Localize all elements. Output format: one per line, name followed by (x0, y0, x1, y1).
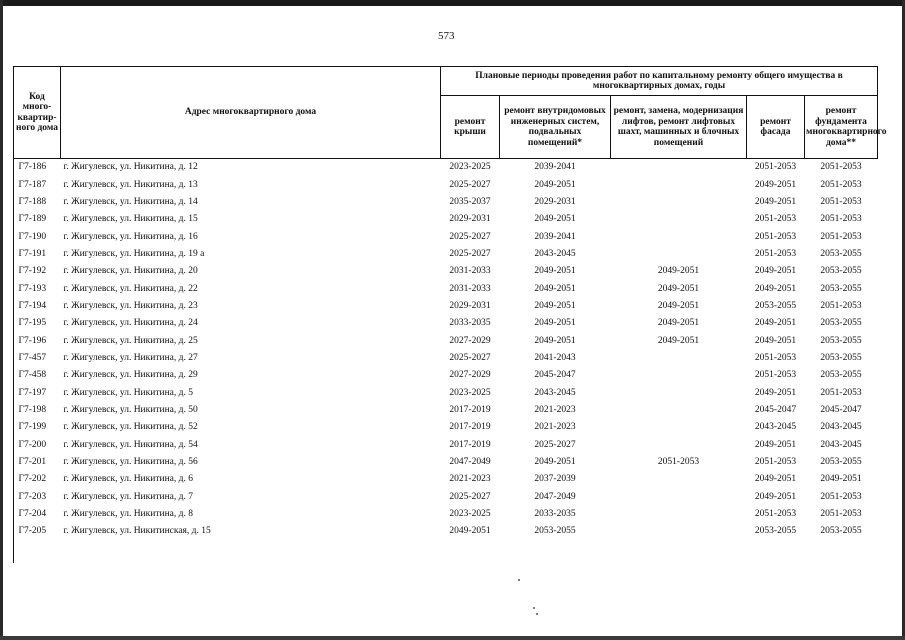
cell-foundation: 2051-2053 (820, 196, 862, 207)
cell-code: Г7-186 (14, 159, 61, 177)
cell-address: г. Жигулевск, ул. Никитина, д. 52 (63, 422, 198, 433)
cell-address: г. Жигулевск, ул. Никитина, д. 8 (63, 509, 193, 520)
cell-address: г. Жигулевск, ул. Никитина, д. 12 (61, 159, 441, 177)
cell-facade: 2049-2051 (754, 179, 797, 190)
cell-foundation: 2053-2055 (820, 352, 862, 363)
cell-elevators (611, 489, 747, 506)
cell-foundation: 2051-2053 (820, 231, 862, 242)
cell-foundation: 2045-2047 (820, 404, 862, 415)
cell-facade: 2051-2053 (754, 214, 797, 225)
cell-facade: 2043-2045 (754, 422, 797, 433)
cell-address: г. Жигулевск, ул. Никитина, д. 25 (63, 335, 198, 346)
cell-address: г. Жигулевск, ул. Никитина, д. 27 (63, 352, 198, 363)
cell-systems: 2037-2039 (534, 474, 576, 485)
table-row (14, 402, 878, 419)
cell-elevators (611, 176, 747, 193)
page-number: 573 (438, 30, 455, 42)
header-facade: ремонт фасада (747, 96, 805, 159)
cell-roof: 2027-2029 (449, 335, 491, 346)
cell-roof: 2029-2031 (449, 300, 491, 311)
cell-systems: 2049-2051 (534, 335, 576, 346)
cell-facade: 2049-2051 (754, 283, 797, 294)
table-row (14, 280, 878, 297)
table-row (14, 332, 878, 349)
scan-border-bottom (0, 636, 905, 640)
cell-roof: 2025-2027 (449, 231, 491, 242)
cell-roof: 2017-2019 (449, 404, 491, 415)
cell-facade: 2051-2053 (747, 159, 805, 177)
cell-facade: 2049-2051 (754, 439, 797, 450)
cell-facade: 2045-2047 (754, 404, 797, 415)
cell-systems: 2041-2043 (534, 352, 576, 363)
cell-roof: 2023-2025 (441, 159, 500, 177)
table-header (14, 67, 887, 159)
cell-systems: 2049-2051 (534, 214, 576, 225)
cell-elevators (611, 367, 747, 384)
cell-elevators: 2049-2051 (657, 335, 700, 346)
cell-roof: 2025-2027 (449, 179, 491, 190)
cell-systems: 2025-2027 (534, 439, 576, 450)
cell-systems: 2043-2045 (534, 387, 576, 398)
header-periods-group: Плановые периоды проведения работ по капитальному ремонту общего имущества в многоквартирных домах, годы (441, 67, 878, 96)
table-row (14, 437, 878, 454)
cell-code: Г7-197 (18, 387, 47, 398)
cell-foundation: 2053-2055 (820, 457, 862, 468)
scan-speck (533, 607, 535, 609)
cell-foundation: 2053-2055 (820, 266, 862, 277)
cell-facade: 2053-2055 (754, 526, 797, 537)
cell-address: г. Жигулевск, ул. Никитина, д. 15 (63, 214, 198, 225)
table-row (14, 489, 878, 506)
cell-foundation: 2051-2053 (820, 300, 862, 311)
cell-address: г. Жигулевск, ул. Никитина, д. 5 (63, 387, 193, 398)
table-row (14, 471, 878, 488)
cell-address: г. Жигулевск, ул. Никитина, д. 13 (63, 179, 198, 190)
table-row (14, 159, 878, 177)
cell-foundation: 2051-2053 (820, 214, 862, 225)
cell-foundation: 2051-2053 (805, 159, 878, 177)
cell-elevators (611, 246, 747, 263)
scan-border-left (0, 0, 3, 640)
cell-roof: 2029-2031 (449, 214, 491, 225)
scan-speck (536, 613, 538, 615)
scan-speck (518, 579, 520, 581)
cell-systems: 2053-2055 (534, 526, 576, 537)
cell-code: Г7-201 (18, 457, 47, 468)
cell-elevators: 2049-2051 (657, 318, 700, 329)
cell-systems: 2049-2051 (534, 457, 576, 468)
cell-roof: 2031-2033 (449, 283, 491, 294)
cell-roof: 2047-2049 (449, 457, 491, 468)
cell-foundation: 2051-2053 (820, 179, 862, 190)
cell-address: г. Жигулевск, ул. Никитина, д. 50 (63, 404, 198, 415)
header-foundation: ремонт фундамента многоквартирного дома** (805, 96, 878, 159)
cell-address: г. Жигулевск, ул. Никитина, д. 20 (63, 266, 198, 277)
cell-roof: 2023-2025 (449, 387, 491, 398)
table-row (14, 298, 878, 315)
cell-facade: 2051-2053 (754, 370, 797, 381)
cell-roof: 2023-2025 (449, 509, 491, 520)
table-row (14, 384, 878, 401)
cell-facade: 2051-2053 (754, 457, 797, 468)
scan-border-top (0, 0, 905, 6)
cell-code: Г7-199 (18, 422, 47, 433)
cell-code: Г7-198 (18, 404, 47, 415)
cell-foundation: 2053-2055 (820, 283, 862, 294)
cell-code: Г7-191 (18, 248, 47, 259)
cell-facade: 2049-2051 (754, 318, 797, 329)
table-row (14, 246, 878, 263)
cell-facade: 2051-2053 (754, 231, 797, 242)
cell-elevators (611, 211, 747, 228)
cell-address: г. Жигулевск, ул. Никитина, д. 6 (63, 474, 193, 485)
cell-code: Г7-204 (18, 509, 47, 520)
cell-foundation: 2043-2045 (820, 422, 862, 433)
cell-systems: 2045-2047 (534, 370, 576, 381)
cell-code: Г7-195 (18, 318, 47, 329)
cell-elevators (611, 402, 747, 419)
cell-roof: 2017-2019 (449, 422, 491, 433)
cell-elevators (611, 159, 747, 177)
cell-elevators (611, 350, 747, 367)
cell-elevators: 2049-2051 (657, 266, 700, 277)
cell-elevators (611, 384, 747, 401)
table-row (14, 194, 878, 211)
table-row (14, 350, 878, 367)
cell-elevators (611, 506, 747, 523)
cell-foundation: 2053-2055 (820, 370, 862, 381)
cell-foundation: 2049-2051 (820, 474, 862, 485)
cell-systems: 2043-2045 (534, 248, 576, 259)
cell-systems: 2049-2051 (534, 300, 576, 311)
cell-roof: 2025-2027 (449, 248, 491, 259)
cell-facade: 2049-2051 (754, 491, 797, 502)
cell-systems: 2021-2023 (534, 404, 576, 415)
cell-elevators (611, 523, 747, 540)
cell-code: Г7-193 (18, 283, 47, 294)
cell-code: Г7-188 (18, 196, 47, 207)
cell-address: г. Жигулевск, ул. Никитина, д. 19 а (63, 248, 205, 259)
cell-systems: 2049-2051 (534, 283, 576, 294)
cell-elevators: 2051-2053 (657, 457, 700, 468)
table-row (14, 228, 878, 245)
cell-address: г. Жигулевск, ул. Никитина, д. 22 (63, 283, 198, 294)
cell-systems: 2033-2035 (534, 509, 576, 520)
cell-foundation: 2053-2055 (820, 318, 862, 329)
cell-address: г. Жигулевск, ул. Никитина, д. 23 (63, 300, 198, 311)
table-row (14, 367, 878, 384)
table-row (14, 506, 878, 523)
table-row (14, 176, 878, 193)
header-systems: ремонт внутридомовых инженерных систем, подвальных помещений* (500, 96, 611, 159)
cell-address: г. Жигулевск, ул. Никитина, д. 56 (63, 457, 198, 468)
table-body (14, 159, 878, 541)
cell-elevators: 2049-2051 (657, 283, 700, 294)
cell-elevators (611, 194, 747, 211)
cell-roof: 2025-2027 (449, 352, 491, 363)
cell-code: Г7-192 (18, 266, 47, 277)
cell-address: г. Жигулевск, ул. Никитина, д. 7 (63, 491, 193, 502)
cell-code: Г7-457 (18, 352, 47, 363)
table-row (14, 419, 878, 436)
header-code: Код много-квартир-ного дома (14, 67, 61, 159)
table-row (14, 211, 878, 228)
cell-roof: 2027-2029 (449, 370, 491, 381)
cell-roof: 2031-2033 (449, 266, 491, 277)
cell-code: Г7-194 (18, 300, 47, 311)
cell-roof: 2025-2027 (449, 491, 491, 502)
header-address: Адрес многоквартирного дома (61, 67, 441, 159)
table-left-edge (13, 159, 14, 563)
cell-code: Г7-202 (18, 474, 47, 485)
table-row (14, 263, 878, 280)
cell-code: Г7-203 (18, 491, 47, 502)
cell-roof: 2049-2051 (449, 526, 491, 537)
cell-systems: 2029-2031 (534, 196, 576, 207)
cell-facade: 2051-2053 (754, 352, 797, 363)
cell-roof: 2035-2037 (449, 196, 491, 207)
cell-code: Г7-187 (18, 179, 47, 190)
cell-code: Г7-189 (18, 214, 47, 225)
cell-address: г. Жигулевск, ул. Никитина, д. 54 (63, 439, 198, 450)
cell-roof: 2017-2019 (449, 439, 491, 450)
cell-facade: 2049-2051 (754, 474, 797, 485)
table-row (14, 523, 878, 540)
cell-systems: 2039-2041 (534, 231, 576, 242)
cell-foundation: 2051-2053 (820, 491, 862, 502)
cell-code: Г7-190 (18, 231, 47, 242)
cell-facade: 2049-2051 (754, 266, 797, 277)
cell-roof: 2021-2023 (449, 474, 491, 485)
cell-foundation: 2043-2045 (820, 439, 862, 450)
cell-systems: 2039-2041 (500, 159, 611, 177)
cell-foundation: 2051-2053 (820, 387, 862, 398)
repair-schedule-table (13, 66, 887, 541)
header-elevators: ремонт, замена, модернизация лифтов, ремонт лифтовых шахт, машинных и блочных помещений (611, 96, 747, 159)
cell-facade: 2053-2055 (754, 300, 797, 311)
cell-facade: 2049-2051 (754, 196, 797, 207)
cell-address: г. Жигулевск, ул. Никитина, д. 16 (63, 231, 198, 242)
cell-code: Г7-205 (18, 526, 47, 537)
cell-facade: 2049-2051 (754, 335, 797, 346)
cell-facade: 2051-2053 (754, 509, 797, 520)
cell-systems: 2049-2051 (534, 318, 576, 329)
cell-foundation: 2053-2055 (820, 248, 862, 259)
cell-foundation: 2051-2053 (820, 509, 862, 520)
cell-address: г. Жигулевск, ул. Никитинская, д. 15 (63, 526, 211, 537)
cell-foundation: 2053-2055 (820, 335, 862, 346)
header-roof: ремонт крыши (441, 96, 500, 159)
cell-code: Г7-200 (18, 439, 47, 450)
cell-elevators (611, 471, 747, 488)
cell-foundation: 2053-2055 (820, 526, 862, 537)
cell-facade: 2049-2051 (754, 387, 797, 398)
cell-systems: 2049-2051 (534, 179, 576, 190)
cell-code: Г7-458 (18, 370, 47, 381)
cell-address: г. Жигулевск, ул. Никитина, д. 29 (63, 370, 198, 381)
cell-systems: 2021-2023 (534, 422, 576, 433)
table-row (14, 315, 878, 332)
cell-systems: 2047-2049 (534, 491, 576, 502)
cell-elevators: 2049-2051 (657, 300, 700, 311)
cell-elevators (611, 228, 747, 245)
cell-address: г. Жигулевск, ул. Никитина, д. 14 (63, 196, 198, 207)
cell-elevators (611, 419, 747, 436)
cell-systems: 2049-2051 (534, 266, 576, 277)
table-row (14, 454, 878, 471)
cell-code: Г7-196 (18, 335, 47, 346)
cell-roof: 2033-2035 (449, 318, 491, 329)
cell-facade: 2051-2053 (754, 248, 797, 259)
cell-address: г. Жигулевск, ул. Никитина, д. 24 (63, 318, 198, 329)
cell-elevators (611, 437, 747, 454)
